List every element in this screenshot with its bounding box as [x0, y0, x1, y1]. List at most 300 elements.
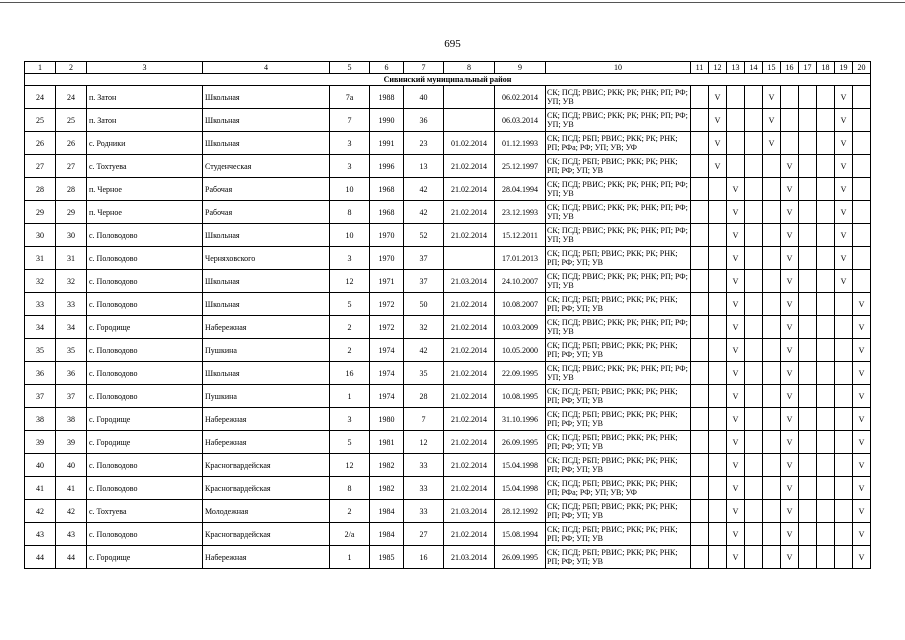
cell-house: 3 [330, 132, 370, 155]
check-cell-18 [817, 316, 835, 339]
check-cell-12 [709, 224, 727, 247]
check-cell-18 [817, 247, 835, 270]
cell-house: 16 [330, 362, 370, 385]
cell-number: 35 [25, 339, 56, 362]
check-cell-13 [727, 109, 745, 132]
cell-number: 29 [25, 201, 56, 224]
check-cell-18 [817, 109, 835, 132]
cell-index: 37 [56, 385, 87, 408]
check-cell-18 [817, 224, 835, 247]
cell-date-9: 10.08.1995 [495, 385, 546, 408]
cell-year: 1980 [370, 408, 404, 431]
check-cell-15 [763, 546, 781, 569]
check-cell-12 [709, 408, 727, 431]
cell-codes: СК; ПСД; РБП; РВИС; РКК; РК; РНК; РП; РФ; УП; УВ [546, 454, 691, 477]
check-cell-11 [691, 155, 709, 178]
check-cell-17 [799, 201, 817, 224]
cell-index: 25 [56, 109, 87, 132]
check-cell-14 [745, 454, 763, 477]
cell-settlement: п. Затон [87, 86, 203, 109]
check-cell-11 [691, 523, 709, 546]
cell-value-7: 42 [404, 201, 444, 224]
check-cell-12 [709, 293, 727, 316]
cell-house: 5 [330, 293, 370, 316]
cell-street: Красногвардейская [203, 454, 330, 477]
cell-settlement: п. Черное [87, 201, 203, 224]
table-row [25, 155, 871, 178]
cell-codes: СК; ПСД; РВИС; РКК; РК; РНК; РП; РФ; УП; УВ [546, 224, 691, 247]
table-row [25, 86, 871, 109]
cell-number: 27 [25, 155, 56, 178]
check-cell-20 [853, 132, 871, 155]
check-cell-14 [745, 201, 763, 224]
cell-year: 1982 [370, 454, 404, 477]
check-cell-13: V [727, 408, 745, 431]
cell-date-8: 21.02.2014 [444, 477, 495, 500]
check-cell-15 [763, 500, 781, 523]
check-cell-11 [691, 293, 709, 316]
cell-number: 36 [25, 362, 56, 385]
cell-year: 1972 [370, 316, 404, 339]
cell-date-8: 21.02.2014 [444, 201, 495, 224]
cell-value-7: 42 [404, 339, 444, 362]
check-cell-13: V [727, 201, 745, 224]
cell-number: 42 [25, 500, 56, 523]
check-cell-18 [817, 178, 835, 201]
cell-value-7: 32 [404, 316, 444, 339]
cell-settlement: с. Тохтуева [87, 155, 203, 178]
table-row [25, 431, 871, 454]
check-cell-20 [853, 201, 871, 224]
cell-date-9: 10.03.2009 [495, 316, 546, 339]
check-cell-17 [799, 155, 817, 178]
cell-value-7: 36 [404, 109, 444, 132]
check-cell-16: V [781, 523, 799, 546]
check-cell-20: V [853, 546, 871, 569]
check-cell-12 [709, 201, 727, 224]
column-header-13: 13 [727, 62, 745, 74]
check-cell-12 [709, 362, 727, 385]
check-cell-15 [763, 270, 781, 293]
cell-index: 39 [56, 431, 87, 454]
check-cell-20: V [853, 454, 871, 477]
column-header-2: 2 [56, 62, 87, 74]
check-cell-12 [709, 546, 727, 569]
check-cell-14 [745, 109, 763, 132]
column-header-6: 6 [370, 62, 404, 74]
check-cell-17 [799, 86, 817, 109]
cell-date-8: 21.02.2014 [444, 408, 495, 431]
check-cell-16 [781, 109, 799, 132]
check-cell-19 [835, 431, 853, 454]
check-cell-15 [763, 408, 781, 431]
check-cell-15: V [763, 132, 781, 155]
cell-codes: СК; ПСД; РБП; РВИС; РКК; РК; РНК; РП; РФ; УП; УВ [546, 293, 691, 316]
check-cell-20: V [853, 293, 871, 316]
check-cell-13: V [727, 362, 745, 385]
check-cell-13: V [727, 224, 745, 247]
table-row [25, 500, 871, 523]
cell-date-8 [444, 109, 495, 132]
cell-codes: СК; ПСД; РБП; РВИС; РКК; РК; РНК; РП; РФ; УП; УВ [546, 523, 691, 546]
table-row [25, 385, 871, 408]
check-cell-20: V [853, 500, 871, 523]
cell-date-9: 26.09.1995 [495, 431, 546, 454]
top-rule [0, 2, 905, 3]
check-cell-15 [763, 523, 781, 546]
cell-settlement: с. Городище [87, 408, 203, 431]
check-cell-14 [745, 155, 763, 178]
table-row [25, 247, 871, 270]
column-header-12: 12 [709, 62, 727, 74]
cell-settlement: с. Городище [87, 316, 203, 339]
cell-date-8: 21.02.2014 [444, 523, 495, 546]
cell-date-8: 21.03.2014 [444, 500, 495, 523]
cell-date-9: 22.09.1995 [495, 362, 546, 385]
check-cell-17 [799, 500, 817, 523]
check-cell-18 [817, 270, 835, 293]
cell-number: 40 [25, 454, 56, 477]
check-cell-19: V [835, 224, 853, 247]
check-cell-14 [745, 316, 763, 339]
check-cell-11 [691, 224, 709, 247]
cell-codes: СК; ПСД; РБП; РВИС; РКК; РК; РНК; РП; РФ; УП; УВ [546, 546, 691, 569]
check-cell-12 [709, 454, 727, 477]
column-header-16: 16 [781, 62, 799, 74]
cell-number: 28 [25, 178, 56, 201]
check-cell-19: V [835, 201, 853, 224]
cell-date-9: 10.08.2007 [495, 293, 546, 316]
cell-number: 32 [25, 270, 56, 293]
check-cell-14 [745, 224, 763, 247]
check-cell-18 [817, 155, 835, 178]
cell-street: Набережная [203, 316, 330, 339]
check-cell-20: V [853, 431, 871, 454]
check-cell-13: V [727, 454, 745, 477]
cell-index: 35 [56, 339, 87, 362]
cell-index: 32 [56, 270, 87, 293]
cell-street: Молодежная [203, 500, 330, 523]
cell-value-7: 50 [404, 293, 444, 316]
cell-codes: СК; ПСД; РВИС; РКК; РК; РНК; РП; РФ; УП; УВ [546, 109, 691, 132]
check-cell-15 [763, 293, 781, 316]
check-cell-16: V [781, 546, 799, 569]
check-cell-15 [763, 316, 781, 339]
cell-index: 41 [56, 477, 87, 500]
cell-street: Набережная [203, 431, 330, 454]
check-cell-13: V [727, 477, 745, 500]
check-cell-17 [799, 178, 817, 201]
cell-year: 1996 [370, 155, 404, 178]
check-cell-17 [799, 431, 817, 454]
check-cell-17 [799, 408, 817, 431]
cell-street: Школьная [203, 224, 330, 247]
check-cell-11 [691, 201, 709, 224]
cell-codes: СК; ПСД; РВИС; РКК; РК; РНК; РП; РФ; УП; УВ [546, 316, 691, 339]
cell-house: 2/а [330, 523, 370, 546]
cell-value-7: 23 [404, 132, 444, 155]
column-header-1: 1 [25, 62, 56, 74]
check-cell-16: V [781, 454, 799, 477]
check-cell-19 [835, 362, 853, 385]
check-cell-18 [817, 86, 835, 109]
check-cell-14 [745, 293, 763, 316]
check-cell-17 [799, 339, 817, 362]
cell-year: 1974 [370, 362, 404, 385]
cell-year: 1984 [370, 500, 404, 523]
check-cell-16: V [781, 316, 799, 339]
cell-index: 27 [56, 155, 87, 178]
check-cell-18 [817, 546, 835, 569]
check-cell-12: V [709, 86, 727, 109]
cell-street: Студенческая [203, 155, 330, 178]
cell-value-7: 42 [404, 178, 444, 201]
cell-index: 34 [56, 316, 87, 339]
check-cell-14 [745, 408, 763, 431]
cell-date-8: 21.02.2014 [444, 293, 495, 316]
cell-year: 1971 [370, 270, 404, 293]
check-cell-17 [799, 546, 817, 569]
cell-value-7: 40 [404, 86, 444, 109]
cell-value-7: 35 [404, 362, 444, 385]
check-cell-17 [799, 293, 817, 316]
cell-settlement: с. Родники [87, 132, 203, 155]
cell-year: 1968 [370, 178, 404, 201]
check-cell-15 [763, 477, 781, 500]
check-cell-15 [763, 224, 781, 247]
cell-date-9: 06.02.2014 [495, 86, 546, 109]
check-cell-15: V [763, 86, 781, 109]
cell-date-9: 06.03.2014 [495, 109, 546, 132]
cell-street: Красногвардейская [203, 477, 330, 500]
check-cell-16: V [781, 270, 799, 293]
cell-index: 42 [56, 500, 87, 523]
cell-settlement: с. Половодово [87, 247, 203, 270]
cell-codes: СК; ПСД; РБП; РВИС; РКК; РК; РНК; РП; РФ; УП; УВ [546, 339, 691, 362]
check-cell-15 [763, 431, 781, 454]
cell-house: 8 [330, 477, 370, 500]
cell-number: 37 [25, 385, 56, 408]
check-cell-11 [691, 431, 709, 454]
cell-date-8: 21.02.2014 [444, 454, 495, 477]
cell-date-9: 24.10.2007 [495, 270, 546, 293]
cell-street: Рабочая [203, 178, 330, 201]
column-header-8: 8 [444, 62, 495, 74]
check-cell-13: V [727, 523, 745, 546]
cell-settlement: с. Половодово [87, 454, 203, 477]
check-cell-11 [691, 385, 709, 408]
cell-house: 2 [330, 500, 370, 523]
cell-house: 12 [330, 454, 370, 477]
check-cell-16 [781, 132, 799, 155]
check-cell-20: V [853, 385, 871, 408]
check-cell-13 [727, 155, 745, 178]
column-header-3: 3 [87, 62, 203, 74]
cell-date-8: 21.03.2014 [444, 270, 495, 293]
check-cell-13: V [727, 316, 745, 339]
cell-year: 1990 [370, 109, 404, 132]
check-cell-20: V [853, 523, 871, 546]
cell-value-7: 27 [404, 523, 444, 546]
check-cell-16: V [781, 293, 799, 316]
cell-settlement: с. Половодово [87, 362, 203, 385]
cell-house: 10 [330, 178, 370, 201]
cell-value-7: 13 [404, 155, 444, 178]
check-cell-13: V [727, 339, 745, 362]
check-cell-11 [691, 247, 709, 270]
table-row [25, 362, 871, 385]
check-cell-13: V [727, 293, 745, 316]
cell-number: 34 [25, 316, 56, 339]
cell-value-7: 7 [404, 408, 444, 431]
check-cell-20 [853, 155, 871, 178]
cell-date-8: 21.02.2014 [444, 385, 495, 408]
check-cell-14 [745, 500, 763, 523]
cell-date-8: 21.03.2014 [444, 546, 495, 569]
check-cell-17 [799, 270, 817, 293]
cell-value-7: 12 [404, 431, 444, 454]
cell-settlement: с. Тохтуева [87, 500, 203, 523]
check-cell-16: V [781, 408, 799, 431]
check-cell-19 [835, 500, 853, 523]
table-row [25, 201, 871, 224]
check-cell-18 [817, 201, 835, 224]
cell-year: 1988 [370, 86, 404, 109]
check-cell-20: V [853, 408, 871, 431]
cell-date-8: 21.02.2014 [444, 362, 495, 385]
check-cell-18 [817, 523, 835, 546]
column-header-19: 19 [835, 62, 853, 74]
cell-date-9: 15.12.2011 [495, 224, 546, 247]
cell-number: 24 [25, 86, 56, 109]
cell-house: 7 [330, 109, 370, 132]
cell-settlement: с. Половодово [87, 293, 203, 316]
check-cell-19 [835, 477, 853, 500]
check-cell-14 [745, 477, 763, 500]
cell-value-7: 37 [404, 270, 444, 293]
check-cell-20: V [853, 362, 871, 385]
check-cell-15 [763, 247, 781, 270]
check-cell-18 [817, 132, 835, 155]
cell-street: Набережная [203, 408, 330, 431]
cell-year: 1970 [370, 247, 404, 270]
check-cell-17 [799, 247, 817, 270]
check-cell-19: V [835, 109, 853, 132]
check-cell-16: V [781, 201, 799, 224]
check-cell-15: V [763, 109, 781, 132]
check-cell-16: V [781, 339, 799, 362]
check-cell-19: V [835, 178, 853, 201]
check-cell-11 [691, 339, 709, 362]
cell-date-8: 21.02.2014 [444, 316, 495, 339]
cell-street: Пушкина [203, 385, 330, 408]
cell-codes: СК; ПСД; РВИС; РКК; РК; РНК; РП; РФ; УП; УВ [546, 178, 691, 201]
cell-date-8: 21.02.2014 [444, 155, 495, 178]
check-cell-17 [799, 316, 817, 339]
check-cell-18 [817, 408, 835, 431]
check-cell-14 [745, 523, 763, 546]
cell-index: 26 [56, 132, 87, 155]
table-row [25, 339, 871, 362]
cell-year: 1984 [370, 523, 404, 546]
table-row [25, 408, 871, 431]
cell-value-7: 28 [404, 385, 444, 408]
check-cell-16: V [781, 500, 799, 523]
cell-codes: СК; ПСД; РБП; РВИС; РКК; РК; РНК; РП; РФ; УП; УВ [546, 155, 691, 178]
table-row [25, 454, 871, 477]
check-cell-16: V [781, 224, 799, 247]
check-cell-16: V [781, 247, 799, 270]
check-cell-17 [799, 362, 817, 385]
cell-index: 40 [56, 454, 87, 477]
cell-date-9: 28.12.1992 [495, 500, 546, 523]
check-cell-18 [817, 454, 835, 477]
check-cell-12 [709, 477, 727, 500]
cell-street: Школьная [203, 109, 330, 132]
cell-codes: СК; ПСД; РБП; РВИС; РКК; РК; РНК; РП; РФ; УП; УВ [546, 408, 691, 431]
check-cell-11 [691, 178, 709, 201]
cell-settlement: с. Половодово [87, 224, 203, 247]
column-header-15: 15 [763, 62, 781, 74]
check-cell-15 [763, 178, 781, 201]
check-cell-11 [691, 477, 709, 500]
cell-house: 2 [330, 316, 370, 339]
cell-index: 31 [56, 247, 87, 270]
check-cell-15 [763, 339, 781, 362]
cell-house: 2 [330, 339, 370, 362]
cell-date-9: 01.12.1993 [495, 132, 546, 155]
cell-settlement: п. Черное [87, 178, 203, 201]
check-cell-20 [853, 178, 871, 201]
check-cell-12 [709, 431, 727, 454]
check-cell-13 [727, 86, 745, 109]
check-cell-20: V [853, 477, 871, 500]
cell-year: 1970 [370, 224, 404, 247]
cell-codes: СК; ПСД; РВИС; РКК; РК; РНК; РП; РФ; УП; УВ [546, 270, 691, 293]
cell-codes: СК; ПСД; РВИС; РКК; РК; РНК; РП; РФ; УП; УВ [546, 86, 691, 109]
cell-value-7: 16 [404, 546, 444, 569]
cell-date-8: 21.02.2014 [444, 178, 495, 201]
cell-year: 1972 [370, 293, 404, 316]
check-cell-16 [781, 86, 799, 109]
check-cell-19 [835, 546, 853, 569]
cell-value-7: 33 [404, 500, 444, 523]
table-row [25, 316, 871, 339]
cell-house: 3 [330, 408, 370, 431]
check-cell-12: V [709, 132, 727, 155]
cell-year: 1974 [370, 385, 404, 408]
cell-number: 33 [25, 293, 56, 316]
cell-street: Школьная [203, 293, 330, 316]
check-cell-19: V [835, 132, 853, 155]
check-cell-12: V [709, 155, 727, 178]
cell-date-9: 10.05.2000 [495, 339, 546, 362]
register-table [24, 61, 871, 569]
region-name: Сивинский муниципальный район [25, 74, 871, 86]
check-cell-14 [745, 431, 763, 454]
column-header-20: 20 [853, 62, 871, 74]
cell-number: 31 [25, 247, 56, 270]
cell-date-9: 23.12.1993 [495, 201, 546, 224]
check-cell-17 [799, 109, 817, 132]
check-cell-11 [691, 408, 709, 431]
check-cell-17 [799, 132, 817, 155]
cell-street: Школьная [203, 132, 330, 155]
cell-street: Красногвардейская [203, 523, 330, 546]
cell-date-9: 17.01.2013 [495, 247, 546, 270]
check-cell-13: V [727, 178, 745, 201]
check-cell-14 [745, 270, 763, 293]
